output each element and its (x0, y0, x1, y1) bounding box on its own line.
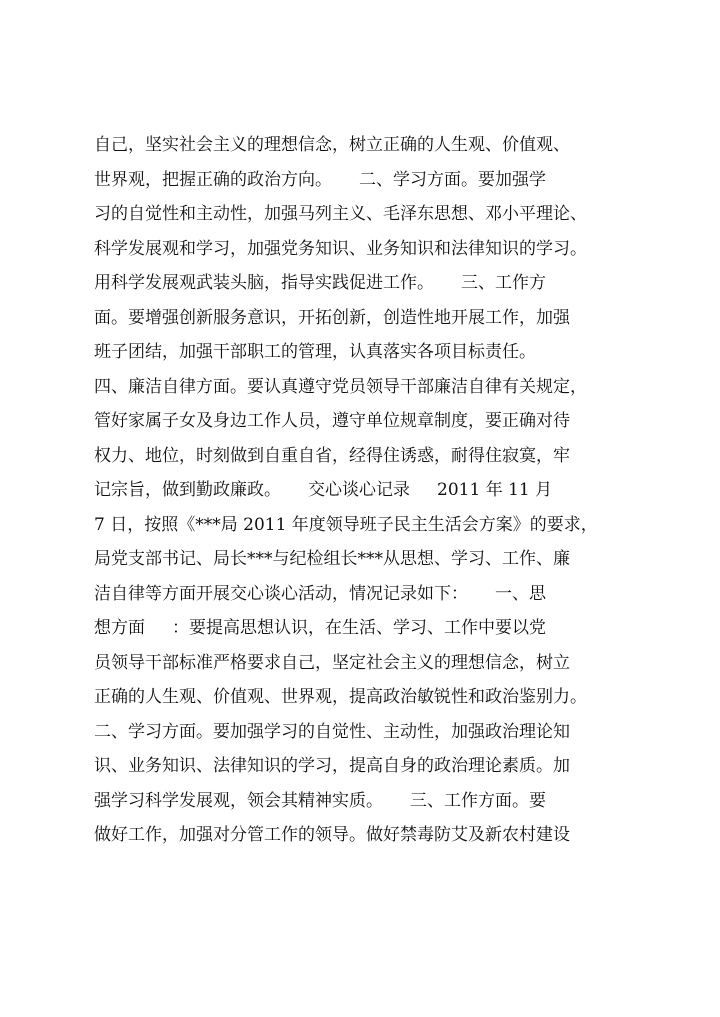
text-line: 二、学习方面。要加强学习的自觉性、主动性，加强政治理论知 (94, 721, 570, 742)
text-line: 做好工作，加强对分管工作的领导。做好禁毒防艾及新农村建设 (94, 825, 570, 845)
text-line: 管好家属子女及身边工作人员，遵守单位规章制度，要正确对待 (94, 411, 570, 431)
text-line: 世界观，把握正确的政治方向。 二、学习方面。要加强学 (94, 169, 547, 190)
text-line: 面。要增强创新服务意识，开拓创新，创造性地开展工作，加强 (94, 307, 570, 328)
text-line: 习的自觉性和主动性，加强马列主义、毛泽东思想、邓小平理论、 (94, 204, 587, 224)
text-line: 7 日，按照《***局 2011 年度领导班子民主生活会方案》的要求， (94, 514, 598, 535)
text-line: 用科学发展观武装头脑，指导实践促进工作。 三、工作方 (94, 273, 547, 293)
text-line: 记宗旨，做到勤政廉政。 交心谈心记录 2011 年 11 月 (94, 480, 553, 500)
text-line: 员领导干部标准严格要求自己，坚定社会主义的理想信念，树立 (94, 652, 570, 673)
text-line: 权力、地位，时刻做到自重自省，经得住诱惑，耐得住寂寞，牢 (94, 445, 570, 466)
text-line: 强学习科学发展观，领会其精神实质。 三、工作方面。要 (94, 790, 547, 811)
text-line: 自己，坚实社会主义的理想信念，树立正确的人生观、价值观、 (94, 135, 570, 155)
text-line: 识、业务知识、法律知识的学习，提高自身的政治理论素质。加 (94, 756, 570, 776)
text-line: 四、廉洁自律方面。要认真遵守党员领导干部廉洁自律有关规定， (94, 376, 587, 397)
text-line: 科学发展观和学习，加强党务知识、业务知识和法律知识的学习。 (94, 238, 587, 259)
text-line: 洁自律等方面开展交心谈心活动，情况记录如下： 一、思 (94, 583, 547, 604)
document-body (94, 128, 654, 853)
text-line: 正确的人生观、价值观、世界观，提高政治敏锐性和政治鉴别力。 (94, 687, 587, 707)
text-line: 想方面 ：要提高思想认识，在生活、学习、工作中要以党 (94, 618, 547, 638)
text-line: 局党支部书记、局长***与纪检组长***从思想、学习、工作、廉 (94, 549, 570, 569)
text-line: 班子团结，加强干部职工的管理，认真落实各项目标责任。 (94, 342, 536, 362)
